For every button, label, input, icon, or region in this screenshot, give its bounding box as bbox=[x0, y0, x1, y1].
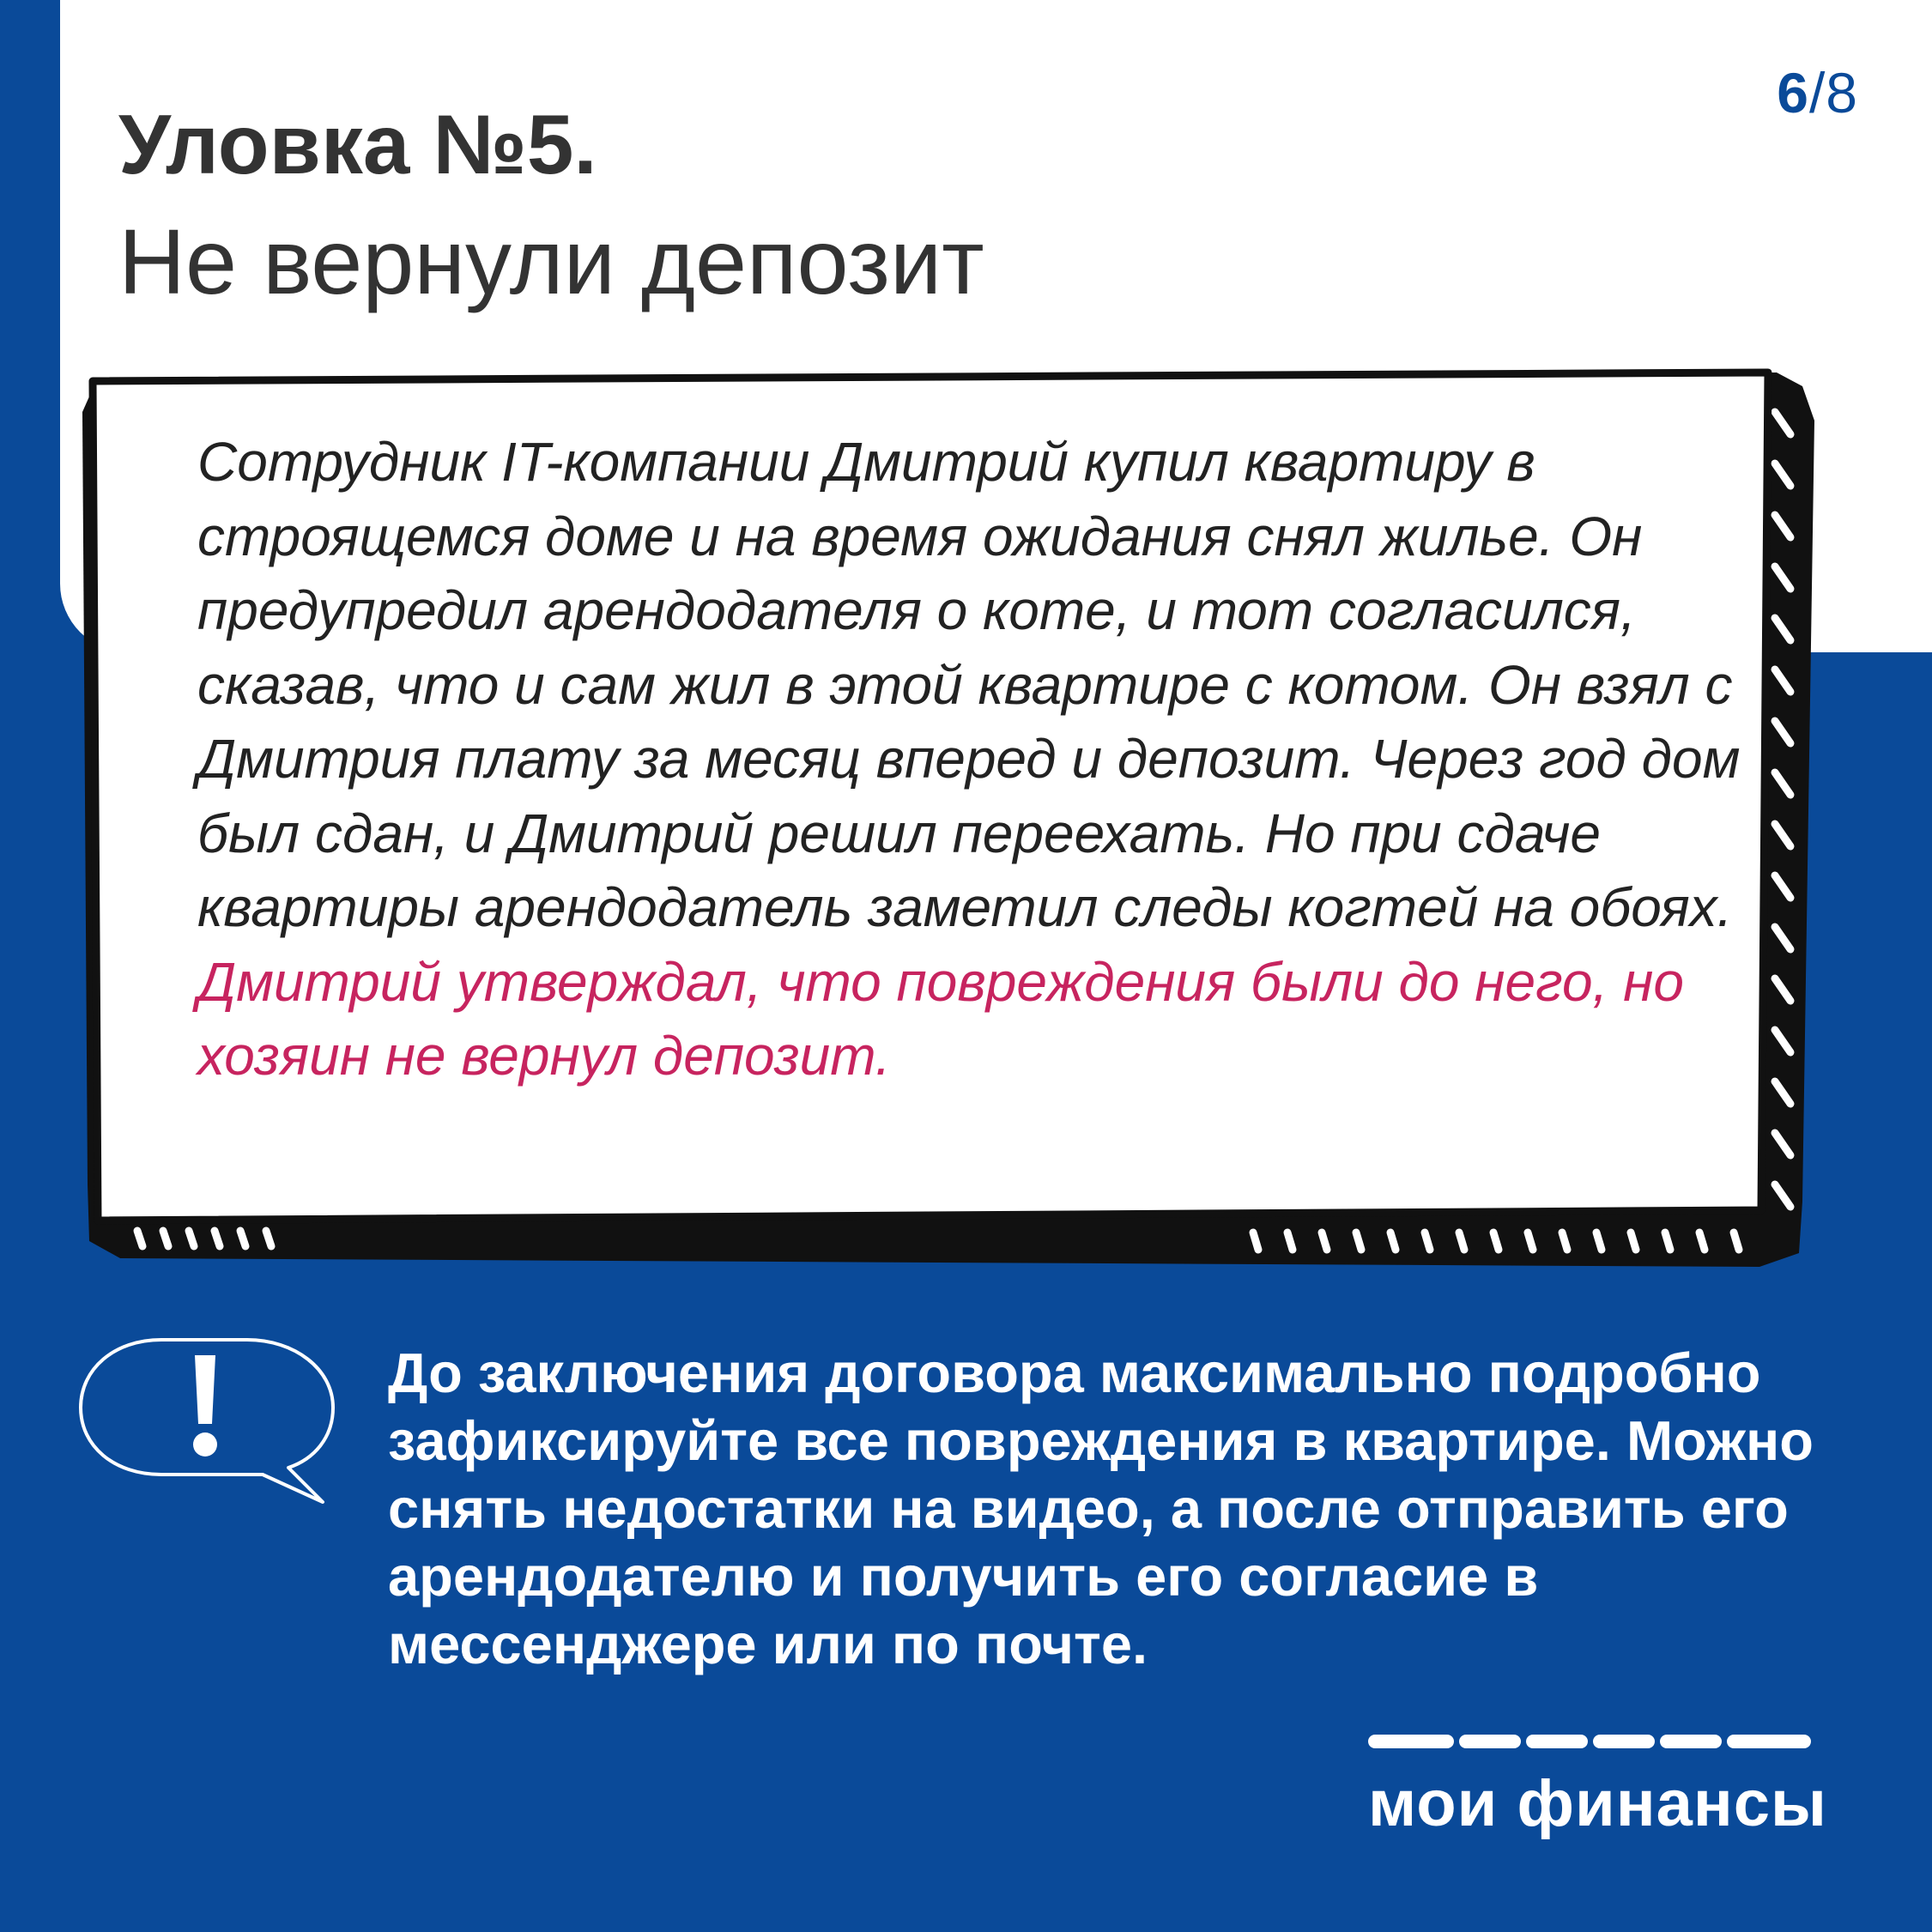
tip-text: До заключения договора максимально подробно зафиксируйте все повреждения в квартире. Можно снять недостатки на видео, а после отправить его арендодателю и получить его согласие в мессенджере или по почте. bbox=[388, 1341, 1814, 1675]
page-separator: / bbox=[1808, 61, 1826, 124]
headline-title: Уловка №5. bbox=[118, 97, 597, 191]
story-text bbox=[197, 425, 1811, 1093]
brand-name: мои финансы bbox=[1368, 1767, 1827, 1840]
page-total: 8 bbox=[1826, 61, 1858, 124]
exclamation-speech-bubble-icon bbox=[76, 1335, 350, 1511]
headline-subtitle: Не вернули депозит bbox=[118, 209, 984, 313]
story-main: Сотрудник IT-компании Дмитрий купил квартиру в строящемся доме и на время ожидания снял жилье. Он предупредил арендодателя о коте, и тот согласился, сказав, что и сам жил в этой квартире с котом. Он взял с Дмитрия плату за месяц вперед и депозит. Через год дом был сдан, и Дмитрий решил переехать. Но при сдаче квартиры арендодатель заметил следы когтей на обоях. bbox=[197, 431, 1741, 938]
brand-logo-bar bbox=[1368, 1733, 1811, 1750]
page-current: 6 bbox=[1777, 61, 1809, 124]
story-highlight: Дмитрий утверждал, что повреждения были до него, но хозяин не вернул депозит. bbox=[197, 950, 1684, 1087]
page-counter bbox=[1777, 60, 1858, 125]
